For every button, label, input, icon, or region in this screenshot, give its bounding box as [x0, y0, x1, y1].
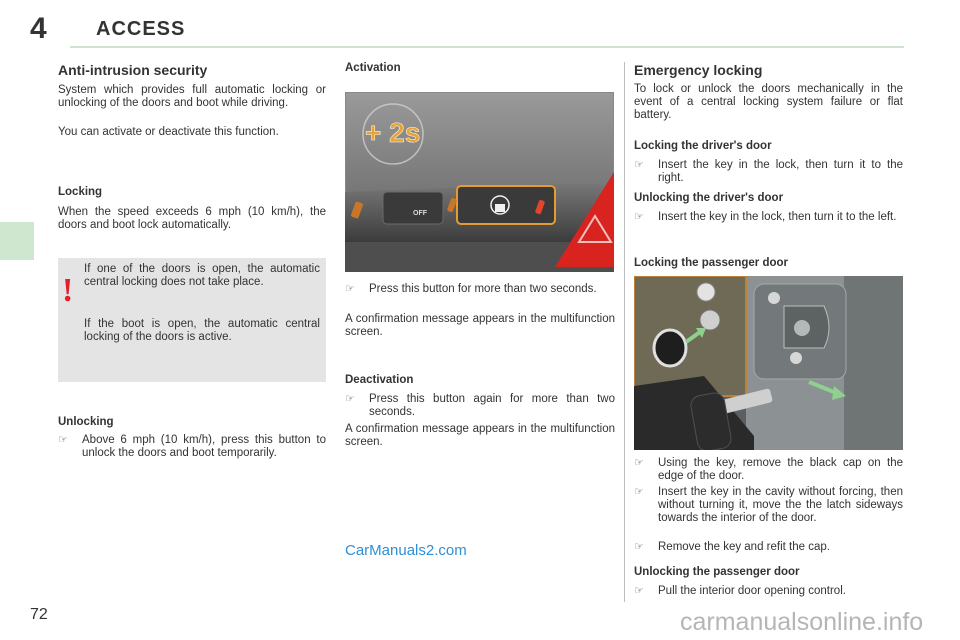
bullet-hand-icon: ☞	[634, 211, 644, 223]
watermark-carmanualsonline: carmanualsonline.info	[680, 608, 924, 636]
bullet-hand-icon: ☞	[634, 159, 644, 171]
unlocking-heading: Unlocking	[58, 416, 114, 428]
unlock-passenger-bullet-text: Pull the interior door opening control.	[658, 585, 846, 597]
passenger-bullet-2	[634, 486, 903, 525]
console-illustration	[345, 92, 614, 272]
anti-intrusion-title: Anti-intrusion security	[58, 62, 208, 78]
passenger-bullet-text-1: Using the key, remove the black cap on the edge of the door.	[658, 457, 903, 482]
lock-passenger-heading: Locking the passenger door	[634, 257, 788, 269]
door-latch-photo	[634, 276, 903, 450]
page-number: 72	[30, 606, 48, 623]
locking-text: When the speed exceeds 6 mph (10 km/h), the doors and boot lock automatically.	[58, 206, 326, 231]
passenger-bullet-1	[634, 457, 903, 483]
lock-driver-bullet	[634, 159, 903, 185]
bullet-hand-icon: ☞	[634, 457, 644, 469]
activation-text: A confirmation message appears in the multifunction screen.	[345, 313, 615, 338]
emergency-locking-intro: To lock or unlock the doors mechanically in the event of a central locking system failure or flat battery.	[634, 83, 903, 121]
unlocking-bullet	[58, 434, 326, 460]
bullet-hand-icon: ☞	[634, 486, 644, 498]
passenger-bullet-text-3: Remove the key and refit the cap.	[658, 541, 830, 553]
unlock-driver-bullet	[634, 211, 903, 224]
console-button-photo	[345, 92, 614, 272]
bullet-hand-icon: ☞	[58, 434, 68, 446]
deactivation-heading: Deactivation	[345, 374, 414, 386]
unlock-passenger-bullet	[634, 585, 903, 598]
unlocking-bullet-text: Above 6 mph (10 km/h), press this button to unlock the doors and boot temporarily.	[82, 434, 326, 459]
warning-text-2: If the boot is open, the automatic central locking of the doors is active.	[84, 318, 320, 343]
anti-intrusion-intro-2: You can activate or deactivate this function.	[58, 126, 279, 138]
activation-bullet-text: Press this button for more than two seconds.	[369, 283, 597, 295]
door-latch-illustration	[634, 276, 903, 450]
deactivation-text: A confirmation message appears in the multifunction screen.	[345, 423, 615, 448]
emergency-locking-title: Emergency locking	[634, 62, 763, 78]
chapter-number: 4	[30, 12, 47, 45]
lock-driver-heading: Locking the driver's door	[634, 140, 772, 152]
bullet-hand-icon: ☞	[634, 585, 644, 597]
locking-heading: Locking	[58, 186, 103, 198]
anti-intrusion-intro: System which provides full automatic locking or unlocking of the doors and boot while driving.	[58, 84, 326, 109]
column-divider	[624, 62, 625, 602]
plus-2s-badge: + 2s	[365, 117, 421, 148]
watermark-carmanuals2[interactable]: CarManuals2.com	[345, 542, 467, 559]
bullet-hand-icon: ☞	[345, 283, 355, 295]
passenger-bullet-3	[634, 541, 903, 554]
warning-text-1: If one of the doors is open, the automatic central locking does not take place.	[84, 263, 320, 288]
passenger-bullet-text-2: Insert the key in the cavity without forcing, then without turning it, move the the latch sideways towards the interior of the door.	[658, 486, 903, 524]
warning-icon: !	[62, 272, 74, 309]
activation-bullet	[345, 283, 615, 296]
lock-driver-bullet-text: Insert the key in the lock, then turn it to the right.	[658, 159, 903, 184]
chapter-title: ACCESS	[96, 18, 186, 40]
unlock-driver-heading: Unlocking the driver's door	[634, 192, 784, 204]
off-label: OFF	[413, 210, 427, 217]
deactivation-bullet-text: Press this button again for more than two seconds.	[369, 393, 615, 418]
activation-heading: Activation	[345, 62, 401, 74]
unlock-driver-bullet-text: Insert the key in the lock, then turn it to the left.	[658, 211, 897, 223]
bullet-hand-icon: ☞	[634, 541, 644, 553]
unlock-passenger-heading: Unlocking the passenger door	[634, 566, 800, 578]
chapter-side-tab	[0, 222, 34, 260]
bullet-hand-icon: ☞	[345, 393, 355, 405]
deactivation-bullet	[345, 393, 615, 419]
header-rule	[70, 46, 904, 48]
